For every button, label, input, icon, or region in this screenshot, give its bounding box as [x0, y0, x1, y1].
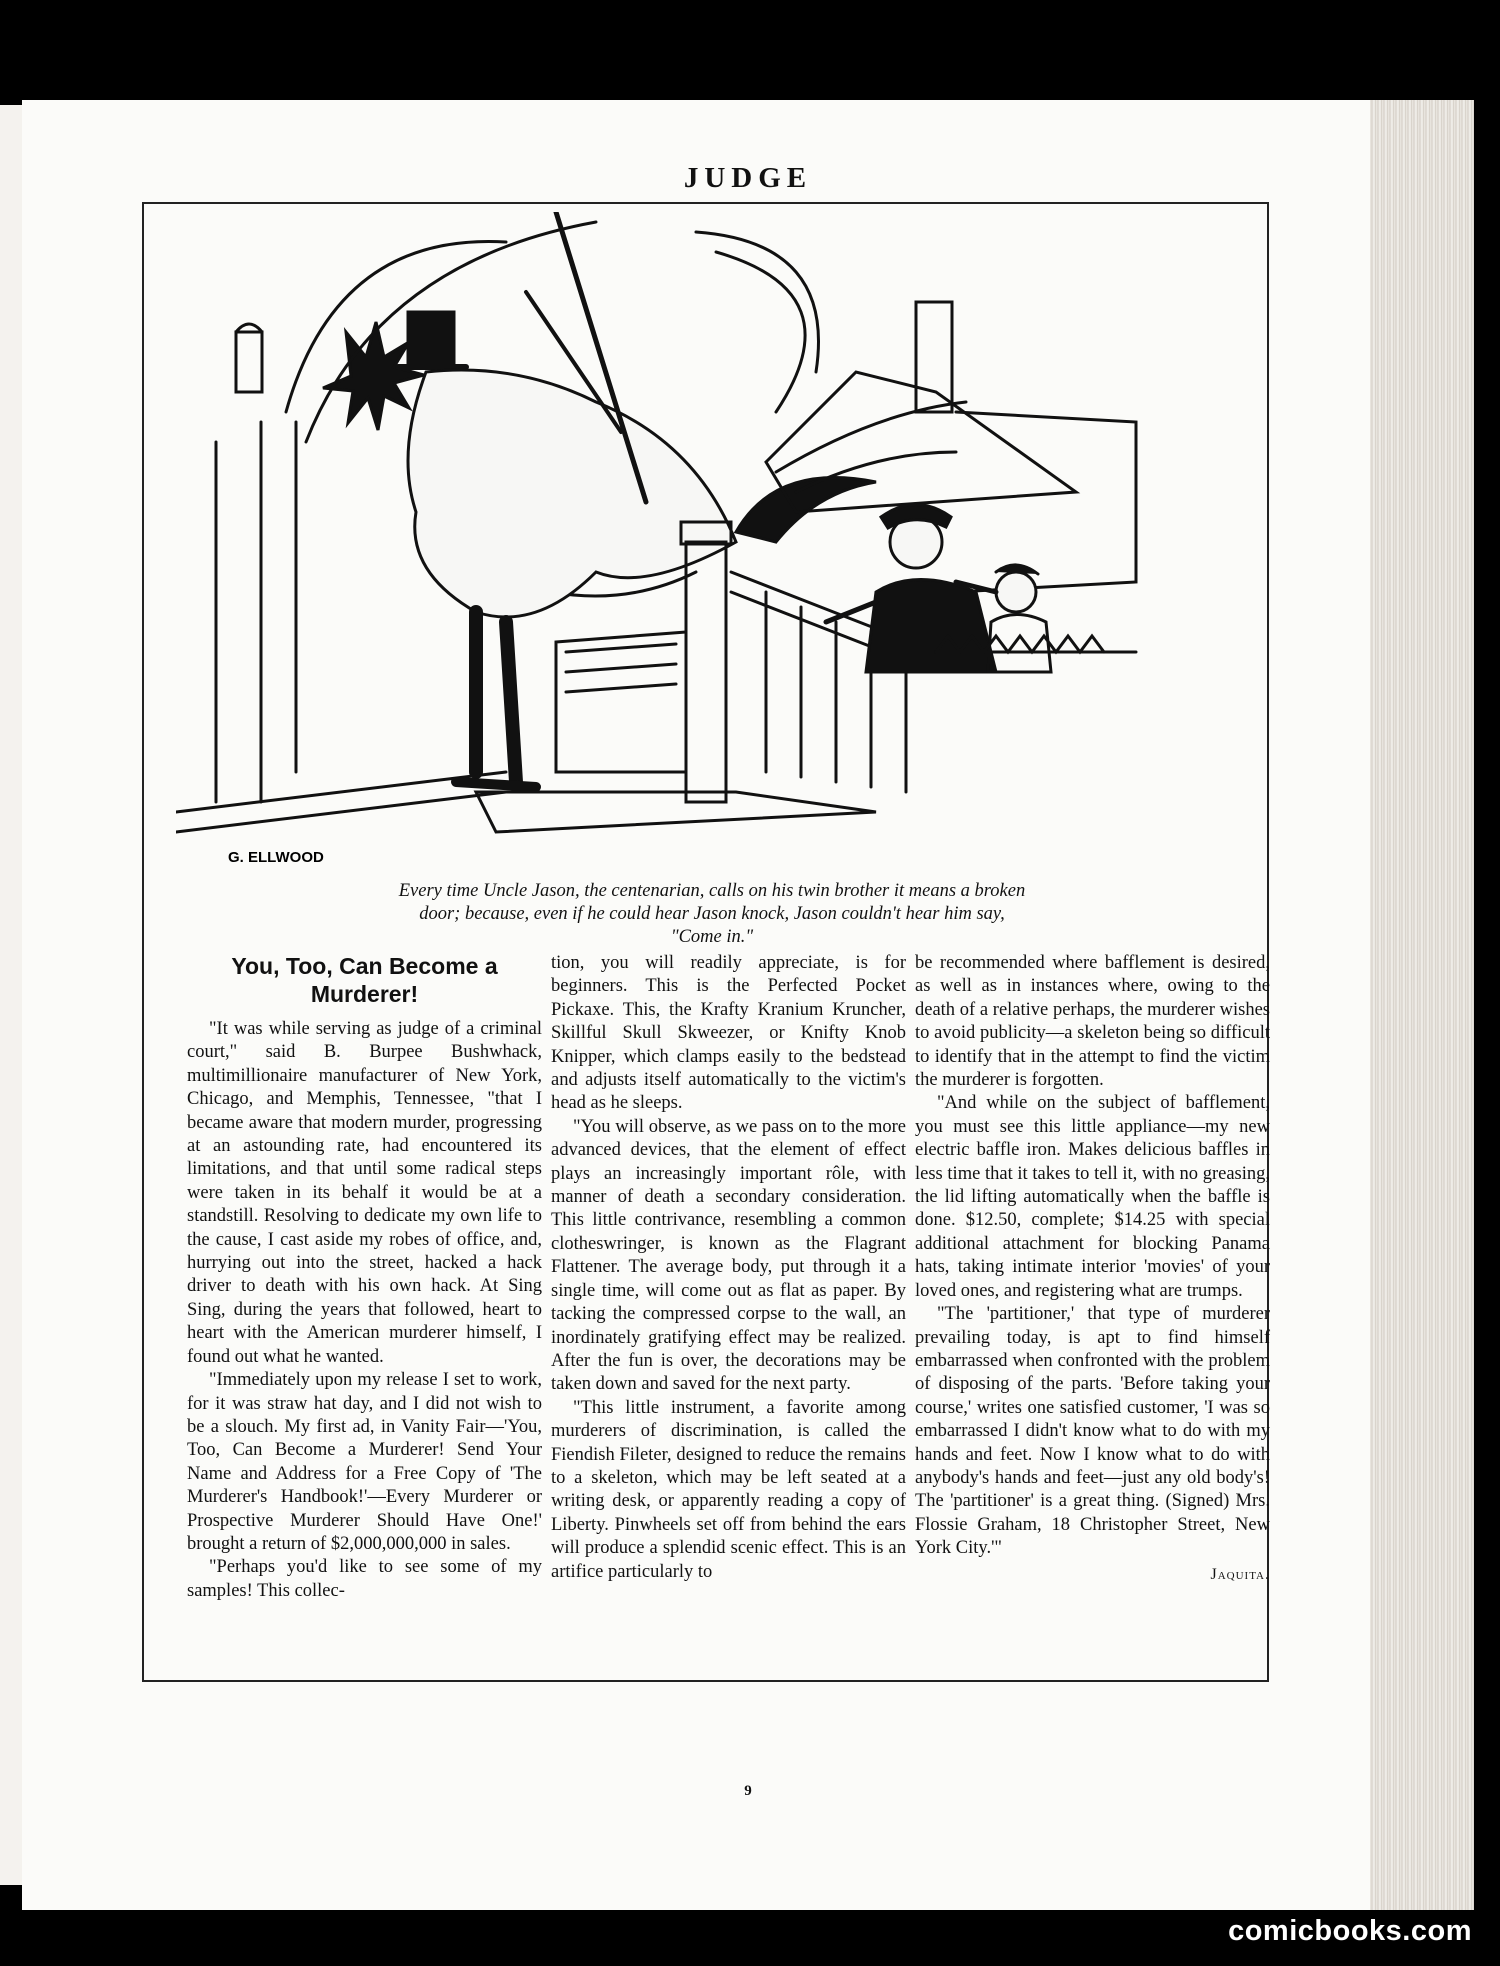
caption-line: door; because, even if he could hear Jason knock, Jason couldn't hear him say,: [419, 904, 1005, 924]
watermark-text: comicbooks.com: [1228, 1915, 1472, 1947]
article-paragraph: "Immediately upon my release I set to work, for it was straw hat day, and I did not wish to be a slouch. My first ad, in Vanity Fair—'You, Too, Can Become a Murderer! Send Your Name and Address for a Free Copy of 'The Murderer's Handbook!'—Every Murderer or Prospective Murderer Should Have One!' brought a return of $2,000,000,000 in sales.: [187, 1370, 542, 1554]
article-column-1: [187, 952, 542, 1603]
door-lamp: [236, 332, 262, 392]
article-paragraph: "And while on the subject of bafflement, you must see this little appliance—my new electric baffle iron. Makes delicious baffles in less time that it takes to tell it, with no greasing, the lid lifting automatically when the baffle is done. $12.50, complete; $14.25 with special additional attachment for blocking Panama hats, taking intimate interior 'movies' of your loved ones, and registering what are trumps.: [915, 1093, 1270, 1301]
cartoon-illustration: [176, 212, 1216, 872]
book-page-edges: [1370, 100, 1474, 1910]
article-paragraph: tion, you will readily appreciate, is for beginners. This is the Perfected Pocket Pickaxe. This, the Krafty Kranium Kruncher, Skillful Skull Skweezer, or Knifty Knob Knipper, which clamps easily to the bedstead and adjusts itself automatically to the victim's head as he sleeps.: [551, 953, 906, 1114]
author-signature: Jaquita.: [1210, 1565, 1270, 1583]
page-header-title: JUDGE: [683, 162, 813, 194]
illustration-caption: [292, 880, 1132, 949]
onlooker-head-2: [996, 572, 1036, 612]
article-headline: You, Too, Can Become a Murderer!: [231, 953, 498, 1007]
adjacent-page-edge: [0, 105, 22, 1885]
artist-signature: G. ELLWOOD: [228, 849, 324, 866]
caption-line: "Come in.": [670, 927, 754, 947]
article-paragraph: "You will observe, as we pass on to the more advanced devices, that the element of effect plays an increasingly important rôle, with manner of death a secondary consideration. This little contrivance, resembling a common clotheswringer, is known as the Flagrant Flattener. The average body, put through it a single time, will come out as flat as paper. By tacking the compressed corpse to the wall, an inordinately gratifying effect may be realized. After the fun is over, the decorations may be taken down and saved for the next party.: [551, 1116, 906, 1395]
caption-line: Every time Uncle Jason, the centenarian, calls on his twin brother it means a broken: [398, 881, 1026, 901]
magazine-page: [22, 100, 1474, 1910]
chimney: [916, 302, 952, 412]
article-paragraph: "It was while serving as judge of a criminal court," said B. Burpee Bushwhack, multimillionaire manufacturer of New York, Chicago, and Memphis, Tennessee, "that I became aware that modern murder, progressing at an astounding rate, had encountered its limitations, and that until some radical steps were taken in its behalf it would be at a standstill. Resolving to dedicate my own life to the cause, I cast aside my robes of office, and, hurrying out into the street, hacked a hack driver to death with his own hack. At Sing Sing, during the years that followed, heart to heart with the American murderer himself, I found out what he wanted.: [187, 1019, 542, 1367]
article-column-2: [551, 952, 906, 1584]
article-column-3: [915, 952, 1270, 1586]
article-paragraph: "This little instrument, a favorite among murderers of discrimination, is called the Fiendish Fileter, designed to reduce the remains to a skeleton, which may be left seated at a writing desk, or apparently reading a copy of Liberty. Pinwheels set off from behind the ears will produce a splendid scenic effect. This is an artifice particularly to: [551, 1397, 906, 1582]
article-paragraph: "The 'partitioner,' that type of murderer prevailing today, is apt to find himself embarrassed when confronted with the problem of disposing of the parts. 'Before taking your course,' writes one satisfied customer, 'I was so embarrassed I didn't know what to do with my hands and feet. Now I know what to do with anybody's hands and feet—just any old body's! The 'partitioner' is a great thing. (Signed) Mrs. Flossie Graham, 18 Christopher Street, New York City.'": [915, 1304, 1270, 1559]
article-paragraph: "Perhaps you'd like to see some of my samples! This collec-: [187, 1557, 542, 1601]
article-paragraph: be recommended where bafflement is desired, as well as in instances where, owing to the death of a relative perhaps, the murderer wishes to avoid publicity—a skeleton being so difficult to identify that in the attempt to find the victim the murderer is forgotten.: [915, 953, 1270, 1091]
top-hat: [408, 312, 454, 367]
page-number: 9: [744, 1783, 752, 1799]
